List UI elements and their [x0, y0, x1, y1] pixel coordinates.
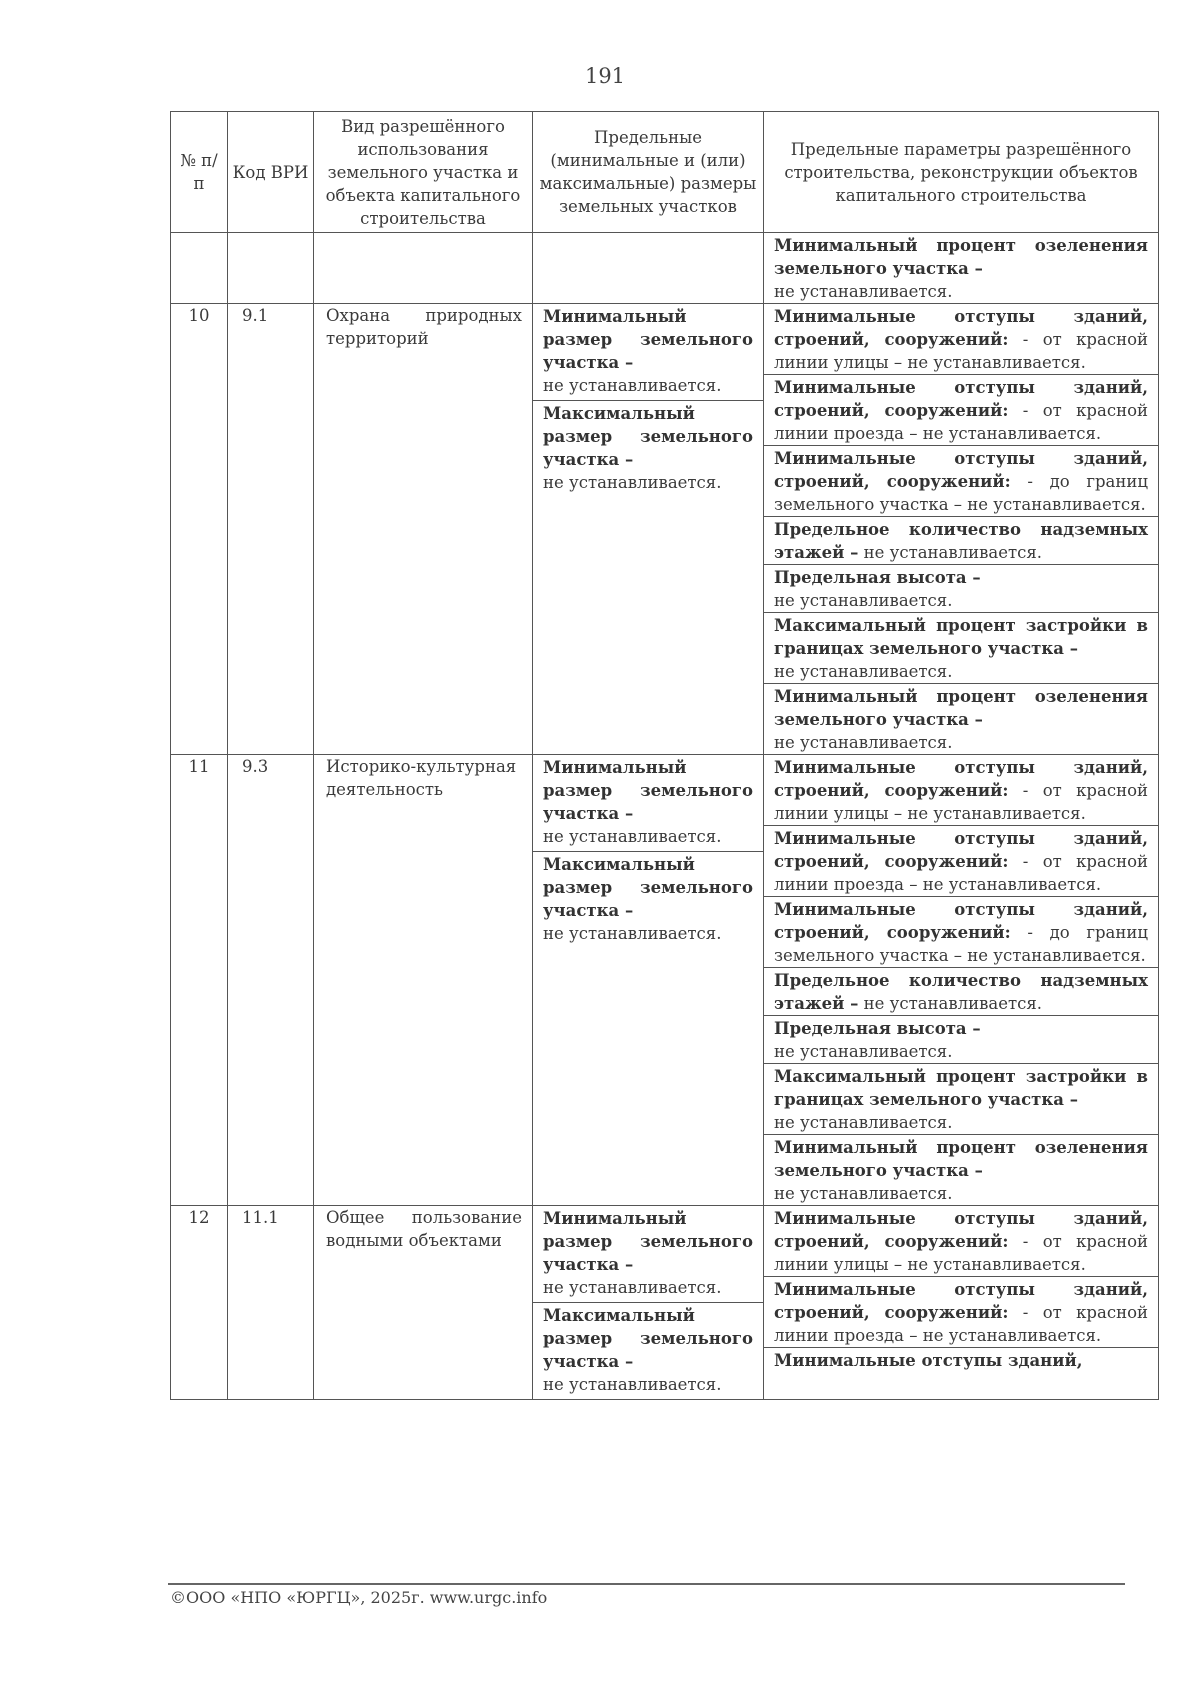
param-label: Предельная высота – [774, 1019, 981, 1038]
row-use: Охрана природных территорий [314, 304, 533, 755]
param-label: Предельное количество надземных этажей – [774, 971, 1148, 1013]
param-label: Максимальный процент застройки в границах земельного участка – [774, 616, 1148, 658]
param-cell [764, 233, 1158, 303]
param-cell [764, 304, 1158, 375]
param-label: Минимальные отступы зданий, строений, сооружений: [774, 1209, 1148, 1251]
row-use: Общее пользование водными объектами [314, 1206, 533, 1400]
param-value: - до границ земельного участка – не устанавливается. [774, 472, 1148, 514]
param-value: - от красной линии улицы – не устанавливается. [774, 330, 1149, 372]
param-label: Минимальные отступы зданий, строений, сооружений: [774, 378, 1148, 420]
param-label: Минимальный процент озеленения земельного участка – [774, 687, 1148, 729]
size-min-label: Минимальный размер земельного участка – [543, 758, 753, 823]
row-code: 9.1 [228, 304, 314, 755]
size-min-value: не устанавливается. [543, 827, 722, 846]
param-value: не устанавливается. [774, 591, 953, 610]
footer-divider [168, 1583, 1125, 1585]
param-value: не устанавливается. [863, 994, 1043, 1013]
header-use: Вид разрешённого использования земельного участка и объекта капитального строительства [314, 112, 533, 233]
param-cell [764, 755, 1158, 826]
param-label: Минимальные отступы зданий, строений, сооружений: [774, 758, 1148, 800]
table-row-continued [171, 233, 1159, 304]
size-max-value: не устанавливается. [543, 473, 722, 492]
param-value: - от красной линии проезда – не устанавливается. [774, 852, 1149, 894]
param-cell [764, 565, 1158, 613]
size-max-cell [533, 852, 763, 948]
size-max-cell [533, 401, 763, 497]
table-row [171, 304, 1159, 755]
row-num: 11 [171, 755, 228, 1206]
param-cell [764, 1016, 1158, 1064]
size-min-cell [533, 755, 763, 852]
param-label: Предельная высота – [774, 568, 981, 587]
param-cell [764, 1348, 1158, 1372]
zoning-table [170, 111, 1159, 1400]
param-value: не устанавливается. [774, 1042, 953, 1061]
param-cell [764, 613, 1158, 684]
param-cell [764, 1064, 1158, 1135]
size-min-label: Минимальный размер земельного участка – [543, 1209, 753, 1274]
row-num: 10 [171, 304, 228, 755]
row-code: 11.1 [228, 1206, 314, 1400]
row-code: 9.3 [228, 755, 314, 1206]
size-max-value: не устанавливается. [543, 924, 722, 943]
size-min-value: не устанавливается. [543, 1278, 722, 1297]
param-label: Минимальные отступы зданий, строений, сооружений: [774, 829, 1148, 871]
footer-copyright: ©ООО «НПО «ЮРГЦ», 2025г. www.urgc.info [170, 1588, 548, 1607]
header-size: Предельные (минимальные и (или) максимальные) размеры земельных участков [533, 112, 764, 233]
size-min-cell [533, 304, 763, 401]
param-value: не устанавливается. [774, 733, 953, 752]
param-value: не устанавливается. [774, 662, 953, 681]
size-max-value: не устанавливается. [543, 1375, 722, 1394]
param-cell [764, 968, 1158, 1016]
param-value: не устанавливается. [863, 543, 1043, 562]
param-cell [764, 517, 1158, 565]
page-number: 191 [584, 64, 626, 88]
size-min-cell [533, 1206, 763, 1303]
param-label: Минимальный процент озеленения земельного участка – [774, 236, 1148, 278]
param-value: - от красной линии улицы – не устанавливается. [774, 781, 1149, 823]
header-num: № п/п [171, 112, 228, 233]
param-cell [764, 1135, 1158, 1205]
header-params: Предельные параметры разрешённого строительства, реконструкции объектов капитального строительства [764, 112, 1159, 233]
param-value: не устанавливается. [774, 1184, 953, 1203]
param-value: не устанавливается. [774, 282, 953, 301]
param-label: Максимальный процент застройки в границах земельного участка – [774, 1067, 1148, 1109]
size-max-cell [533, 1303, 763, 1399]
param-cell [764, 826, 1158, 897]
size-min-value: не устанавливается. [543, 376, 722, 395]
param-cell [764, 446, 1158, 517]
param-cell [764, 684, 1158, 754]
param-cell [764, 375, 1158, 446]
size-max-label: Максимальный размер земельного участка – [543, 1306, 753, 1371]
header-code: Код ВРИ [228, 112, 314, 233]
param-cell [764, 897, 1158, 968]
param-value: - от красной линии проезда – не устанавливается. [774, 1303, 1149, 1345]
param-cell [764, 1206, 1158, 1277]
param-label: Минимальные отступы зданий, [774, 1351, 1083, 1370]
param-label: Минимальные отступы зданий, строений, сооружений: [774, 449, 1148, 491]
row-num: 12 [171, 1206, 228, 1400]
size-max-label: Максимальный размер земельного участка – [543, 855, 753, 920]
row-use: Историко-культурная деятельность [314, 755, 533, 1206]
param-label: Минимальные отступы зданий, строений, сооружений: [774, 307, 1148, 349]
table-row [171, 1206, 1159, 1400]
param-label: Предельное количество надземных этажей – [774, 520, 1148, 562]
size-min-label: Минимальный размер земельного участка – [543, 307, 753, 372]
param-value: - от красной линии проезда – не устанавливается. [774, 401, 1149, 443]
param-label: Минимальные отступы зданий, строений, сооружений: [774, 900, 1148, 942]
size-max-label: Максимальный размер земельного участка – [543, 404, 753, 469]
param-cell [764, 1277, 1158, 1348]
param-value: - от красной линии улицы – не устанавливается. [774, 1232, 1149, 1274]
param-label: Минимальные отступы зданий, строений, сооружений: [774, 1280, 1148, 1322]
param-label: Минимальный процент озеленения земельного участка – [774, 1138, 1148, 1180]
param-value: - до границ земельного участка – не устанавливается. [774, 923, 1148, 965]
param-value: не устанавливается. [774, 1113, 953, 1132]
table-row [171, 755, 1159, 1206]
table-header-row [171, 112, 1159, 233]
